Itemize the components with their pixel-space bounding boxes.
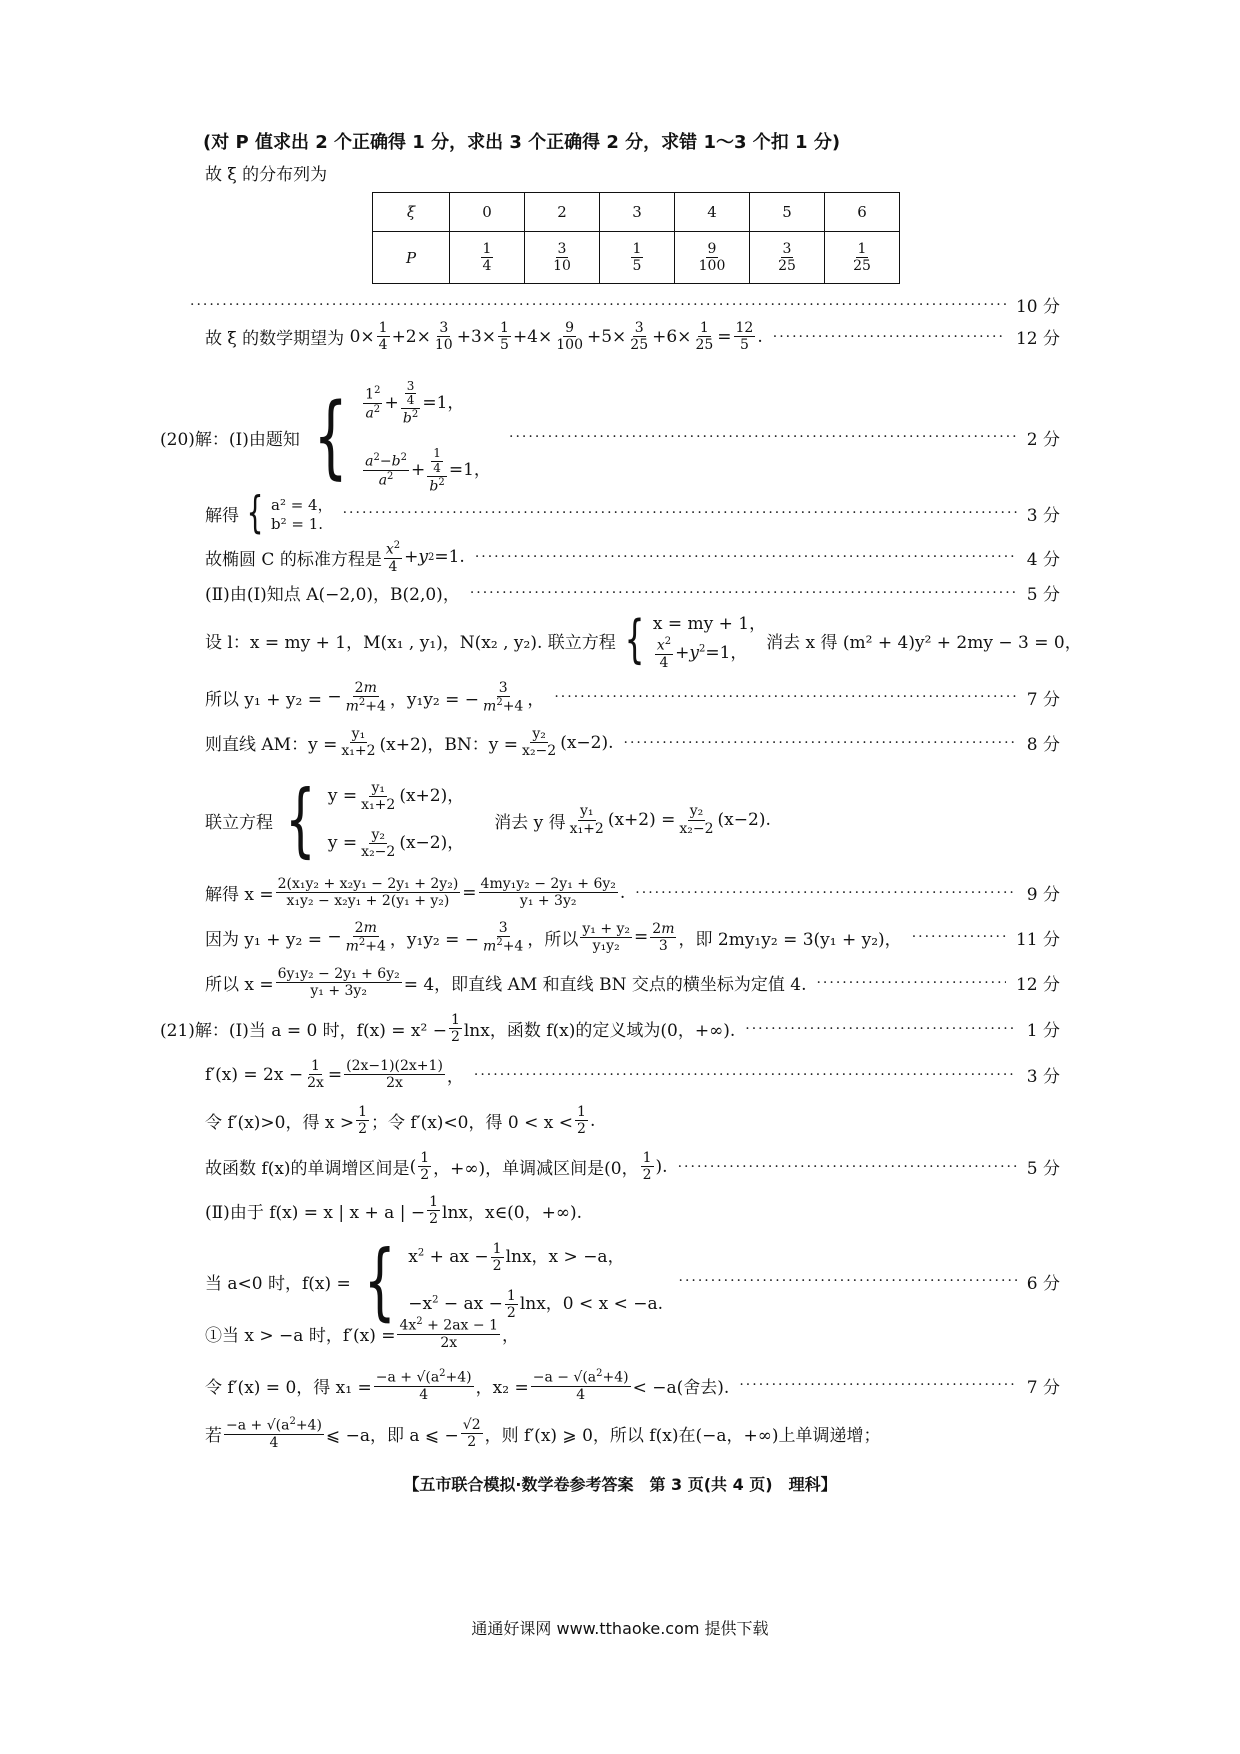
joint-line: 联立方程 { y = $\frac{\text{y₁}}{\text{x₁+2}}$ (x+2)， y = $\frac{\text{y₂}}{\text{x₂−2}}$ (x−2)， 消去 y 得 $\frac{\text{y₁}}{\text{x₁+2}}$ (x+2) = $\frac{\text{y₂}}{\text{x₂−2}}$ (x−2). [205, 773, 771, 866]
score: 4 分 [1026, 549, 1060, 570]
table-cell: 6 [825, 193, 900, 232]
table-cell: 5 [750, 193, 825, 232]
table-header-cell: ξ [373, 193, 450, 232]
because-line: 因为 y₁ + y₂ = − $\frac{2m}{m^2+4}$ ，y₁y₂ = − $\frac{3}{m^2+4}$ ，所以 $\frac{\text{y₁ + y₂}}{\text{y₁y₂}}$ = $\frac{2m}{3}$ ，即 2my₁y₂ = 3(y₁ + y₂)， ····· 11 分 [205, 920, 1060, 955]
table-row [373, 193, 900, 232]
score: 7 分 [1026, 1377, 1060, 1398]
score: 6 分 [1026, 1273, 1060, 1294]
set-line: 设 l：x = my + 1，M(x₁ , y₁)，N(x₂ , y₂). 联立方程 { x = my + 1， $\frac{x^2}{4}$ $+y^2=1$， 消去 x 得 (m² + 4)y² + 2my − 3 = 0， [205, 610, 1082, 671]
sign-line: 令 f′(x)>0，得 x > $\frac{1}{2}$ ；令 f′(x)<0，得 0 < x < $\frac{1}{2}$ . [205, 1104, 596, 1138]
table-cell: $\frac{1}{5}$ [600, 232, 675, 284]
part2b-line: (Ⅱ)由于 f(x) = x | x + a | − $\frac{1}{2}$ lnx，x∈(0，+∞). [205, 1194, 583, 1228]
score: 1 分 [1026, 1021, 1060, 1042]
table-cell: $\frac{1}{25}$ [825, 232, 900, 284]
ellipse-line: 故椭圆 C 的标准方程是 $\frac{x^2}{4}$ + y 2 =1. ····· 4 分 [205, 540, 1060, 575]
monotonic-line: 故函数 f(x)的单调增区间是 ( $\frac{1}{2}$ ，+∞) ，单调减区间是 (0， $\frac{1}{2}$ ). ····· 5 分 [205, 1150, 1060, 1183]
derivative-line: f′(x) = 2x − $\frac{1}{2x}$ = $\frac{(2x-1)(2x+1)}{2x}$ ， ····· 3 分 [205, 1058, 1060, 1091]
score: 3 分 [1026, 505, 1060, 526]
download-source: 通通好课网 www.tthaoke.com 提供下载 [471, 1619, 769, 1638]
if-line: 若 $\frac{-a + √(a^2+4)}{4}$ ⩽ −a，即 a ⩽ − $\frac{√2}{2}$ ，则 f′(x) ⩾ 0，所以 f(x)在(−a，+∞)上单调递增； [205, 1416, 881, 1451]
lines-am-bn: 则直线 AM：y = $\frac{\text{y₁}}{\text{x₁+2}}$ (x+2)，BN：y = $\frac{\text{y₂}}{\text{x₂−2}}$ (x−2). ····· 8 分 [205, 726, 1060, 759]
table-cell: $\frac{1}{4}$ [450, 232, 525, 284]
table-row [373, 232, 900, 284]
score: 12 分 [1015, 329, 1060, 350]
sum-line: 所以 y₁ + y₂ = − $\frac{2m}{m^2+4}$ ，y₁y₂ = − $\frac{3}{m^2+4}$ ， ····· 7 分 [205, 680, 1060, 715]
so-x-line: 所以 x = $\frac{\text{6y₁y₂ − 2y₁ + 6y₂}}{\text{y₁ + 3y₂}}$ = 4，即直线 AM 和直线 BN 交点的横坐标为定值 4. ····· 12 分 [205, 966, 1060, 999]
case1-line: ①当 x > −a 时，f′(x) = $\frac{4x^2 + 2ax - 1}{2x}$ ， [205, 1316, 519, 1351]
part2-line: (Ⅱ)由(Ⅰ)知点 A(−2,0)，B(2,0)， ····· 5 分 [205, 580, 1060, 605]
score: 10 分 [1015, 297, 1060, 317]
q20-part1: (20)解：(Ⅰ)由题知 { $\frac{1^2}{a^2}$ + $\frac{\frac{3}{4}}{b^2}$ =1， $\frac{a^2-b^2}{a^2}$ + $\frac{\frac{1}{4}}{b^2}$ =1， ····· 2 分 [160, 372, 1060, 502]
table-cell: $\frac{3}{25}$ [750, 232, 825, 284]
score: 5 分 [1026, 585, 1060, 605]
expectation-line: 故 ξ 的数学期望为 0× $\frac{1}{4}$ +2× $\frac{3}{10}$ +3× $\frac{1}{5}$ +4× $\frac{9}{100}$ +5× $\frac{3}{25}$ +6× $\frac{1}{25}$ = $\frac{12}{5}$ . ····· 12 分 [205, 320, 1060, 353]
scoring-note: (对 P 值求出 2 个正确得 1 分，求出 3 个正确得 2 分，求错 1～3 个扣 1 分) [203, 132, 841, 153]
zero-line: 令 f′(x) = 0，得 x₁ = $\frac{-a + √(a^2+4)}{4}$ ，x₂ = $\frac{-a - √(a^2+4)}{4}$ < −a(舍去). ····· 7 分 [205, 1368, 1060, 1403]
score: 12 分 [1015, 975, 1060, 996]
score-line [190, 292, 1060, 317]
table-cell: 0 [450, 193, 525, 232]
distribution-table [372, 192, 900, 284]
table-cell: 2 [525, 193, 600, 232]
score: 8 分 [1026, 735, 1060, 756]
distribution-intro: 故 ξ 的分布列为 [205, 165, 328, 185]
page-footer: 【五市联合模拟·数学卷参考答案 第 3 页(共 4 页) 理科】 [403, 1475, 837, 1494]
solve-line: 解得 { a² = 4， b² = 1. ····· 3 分 [205, 488, 1060, 538]
score: 7 分 [1026, 689, 1060, 710]
score: 9 分 [1026, 885, 1060, 906]
table-cell: 4 [675, 193, 750, 232]
piecewise-line: 当 a<0 时，f(x) = { $x^2$ + ax − $\frac{1}{2}$ lnx，x > −a， $-x^2$ − ax − $\frac{1}{2}$ lnx，0 < x < −a. ····· 6 分 [205, 1226, 1060, 1336]
score: 11 分 [1015, 929, 1060, 950]
solve-x-line: 解得 x = $\frac{\text{2(x₁y₂ + x₂y₁ − 2y₁ + 2y₂)}}{\text{x₁y₂ − x₂y₁ + 2(y₁ + y₂)}}$ = $\frac{\text{4my₁y₂ − 2y₁ + 6y₂}}{\text{y₁ + 3y₂}}$ . ····· 9 分 [205, 876, 1060, 909]
q20-label: (20)解：(Ⅰ)由题知 [160, 429, 300, 450]
table-cell: $\frac{3}{10}$ [525, 232, 600, 284]
q21-part1: (21)解：(Ⅰ)当 a = 0 时，f(x) = x² − $\frac{1}{2}$ lnx，函数 f(x)的定义域为(0，+∞). ····· 1 分 [160, 1012, 1060, 1045]
table-cell: 3 [600, 193, 675, 232]
score: 2 分 [1026, 429, 1060, 450]
table-header-cell: P [373, 232, 450, 284]
table-cell: $\frac{9}{100}$ [675, 232, 750, 284]
score: 5 分 [1026, 1159, 1060, 1180]
score: 3 分 [1026, 1067, 1060, 1088]
